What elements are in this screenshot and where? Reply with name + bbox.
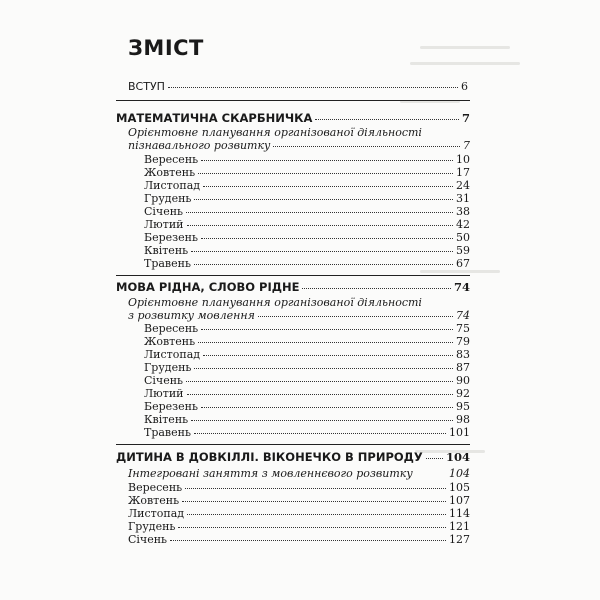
month-page: 42	[456, 218, 470, 231]
section-title: МОВА РІДНА, СЛОВО РІДНЕ	[116, 280, 300, 294]
toc-month-entry[interactable]	[144, 413, 470, 426]
leader-dots	[194, 264, 453, 265]
toc-month-entry[interactable]	[128, 507, 470, 520]
leader-dots	[198, 173, 453, 174]
toc-month-entry[interactable]	[144, 166, 470, 179]
month-label: Березень	[144, 400, 198, 413]
subsection-page: 104	[449, 467, 470, 480]
toc-month-entry[interactable]	[144, 400, 470, 413]
toc-month-entry[interactable]	[128, 481, 470, 494]
toc-month-entry[interactable]	[144, 231, 470, 244]
month-page: 92	[456, 387, 470, 400]
month-page: 107	[449, 494, 470, 507]
leader-dots	[201, 329, 453, 330]
month-page: 38	[456, 205, 470, 218]
month-page: 90	[456, 374, 470, 387]
leader-dots	[187, 394, 453, 395]
section-title: ДИТИНА В ДОВКІЛЛІ. ВІКОНЕЧКО В ПРИРОДУ	[116, 450, 423, 464]
month-label: Січень	[128, 533, 168, 546]
leader-dots	[203, 186, 453, 187]
toc-month-entry[interactable]	[144, 348, 470, 361]
bleed-through-mark	[420, 46, 510, 49]
toc-section-heading[interactable]	[116, 451, 470, 464]
month-label: Січень	[144, 374, 184, 387]
toc-section-heading[interactable]	[116, 281, 470, 294]
leader-dots	[201, 160, 453, 161]
month-page: 83	[456, 348, 470, 361]
month-label: Листопад	[144, 179, 201, 192]
bleed-through-mark	[420, 270, 500, 273]
month-label: Травень	[144, 426, 191, 439]
leader-dots	[194, 368, 453, 369]
month-label: Квітень	[144, 244, 189, 257]
toc-month-entry[interactable]	[144, 153, 470, 166]
toc-month-entry[interactable]	[144, 426, 470, 439]
month-page: 101	[449, 426, 470, 439]
month-page: 98	[456, 413, 470, 426]
leader-space	[416, 474, 446, 475]
month-page: 121	[449, 520, 470, 533]
toc-month-entry[interactable]	[144, 257, 470, 270]
toc-month-entry[interactable]	[144, 374, 470, 387]
toc-entry-intro[interactable]	[128, 80, 468, 93]
leader-dots	[178, 527, 446, 528]
toc-month-entry[interactable]	[144, 322, 470, 335]
leader-dots	[185, 488, 446, 489]
toc-month-entry[interactable]	[128, 494, 470, 507]
leader-dots	[194, 433, 446, 434]
toc-section-heading[interactable]	[116, 112, 470, 125]
toc-month-entry[interactable]	[144, 179, 470, 192]
month-label: Вересень	[144, 322, 199, 335]
leader-dots	[258, 316, 453, 317]
leader-dots	[186, 381, 453, 382]
section-divider	[116, 275, 470, 276]
month-page: 127	[449, 533, 470, 546]
leader-dots	[168, 87, 458, 88]
subsection-title-line2: пізнавального розвитку	[128, 139, 271, 152]
leader-dots	[186, 212, 453, 213]
month-page: 95	[456, 400, 470, 413]
toc-entry-page: 6	[461, 80, 468, 93]
section-divider	[116, 100, 470, 101]
subsection-title-line2: з розвитку мовлення	[128, 309, 255, 322]
month-label: Квітень	[144, 413, 189, 426]
toc-month-entry[interactable]	[144, 205, 470, 218]
leader-dots	[182, 501, 446, 502]
month-label: Вересень	[144, 153, 199, 166]
month-page: 50	[456, 231, 470, 244]
month-page: 105	[449, 481, 470, 494]
toc-month-entry[interactable]	[144, 387, 470, 400]
leader-dots	[194, 199, 453, 200]
month-page: 114	[449, 507, 470, 520]
leader-dots	[273, 146, 460, 147]
leader-dots	[426, 458, 443, 459]
month-page: 31	[456, 192, 470, 205]
month-label: Листопад	[128, 507, 185, 520]
toc-month-entry[interactable]	[128, 520, 470, 533]
month-page: 75	[456, 322, 470, 335]
month-page: 10	[456, 153, 470, 166]
month-page: 67	[456, 257, 470, 270]
leader-dots	[203, 355, 453, 356]
toc-subsection[interactable]	[128, 309, 470, 322]
month-page: 17	[456, 166, 470, 179]
leader-dots	[198, 342, 453, 343]
page-title: ЗМІСТ	[128, 36, 204, 60]
leader-dots	[201, 407, 453, 408]
month-label: Грудень	[144, 361, 192, 374]
leader-dots	[191, 251, 453, 252]
section-page: 104	[445, 450, 470, 464]
month-label: Січень	[144, 205, 184, 218]
month-label: Березень	[144, 231, 198, 244]
month-label: Грудень	[128, 520, 176, 533]
month-label: Вересень	[128, 481, 183, 494]
subsection-page: 7	[463, 139, 470, 152]
section-divider	[116, 444, 470, 445]
toc-subsection[interactable]	[128, 467, 470, 480]
month-page: 87	[456, 361, 470, 374]
toc-month-entry[interactable]	[144, 192, 470, 205]
month-label: Жовтень	[144, 335, 196, 348]
toc-entry-label: ВСТУП	[128, 80, 165, 93]
month-label: Жовтень	[128, 494, 180, 507]
month-label: Грудень	[144, 192, 192, 205]
subsection-title: Інтегровані заняття з мовленнєвого розвитку	[128, 467, 413, 480]
toc-month-entry[interactable]	[144, 361, 470, 374]
leader-dots	[302, 288, 451, 289]
section-title: МАТЕМАТИЧНА СКАРБНИЧКА	[116, 111, 313, 125]
month-page: 79	[456, 335, 470, 348]
leader-dots	[187, 225, 453, 226]
bleed-through-mark	[410, 62, 520, 65]
section-page: 74	[453, 280, 470, 294]
subsection-title-line1: Орієнтовне планування організованої діяльності	[128, 126, 422, 139]
month-label: Листопад	[144, 348, 201, 361]
leader-dots	[201, 238, 453, 239]
toc-month-entry[interactable]	[144, 335, 470, 348]
leader-dots	[315, 119, 459, 120]
month-page: 24	[456, 179, 470, 192]
subsection-page: 74	[456, 309, 470, 322]
month-label: Жовтень	[144, 166, 196, 179]
toc-month-entry[interactable]	[144, 244, 470, 257]
leader-dots	[187, 514, 446, 515]
toc-subsection[interactable]	[128, 139, 470, 152]
month-label: Травень	[144, 257, 191, 270]
toc-month-entry[interactable]	[144, 218, 470, 231]
month-label: Лютий	[144, 387, 184, 400]
month-label: Лютий	[144, 218, 184, 231]
month-page: 59	[456, 244, 470, 257]
section-page: 7	[461, 111, 470, 125]
toc-month-entry[interactable]	[128, 533, 470, 546]
leader-dots	[170, 540, 446, 541]
subsection-title-line1: Орієнтовне планування організованої діяльності	[128, 296, 422, 309]
leader-dots	[191, 420, 453, 421]
